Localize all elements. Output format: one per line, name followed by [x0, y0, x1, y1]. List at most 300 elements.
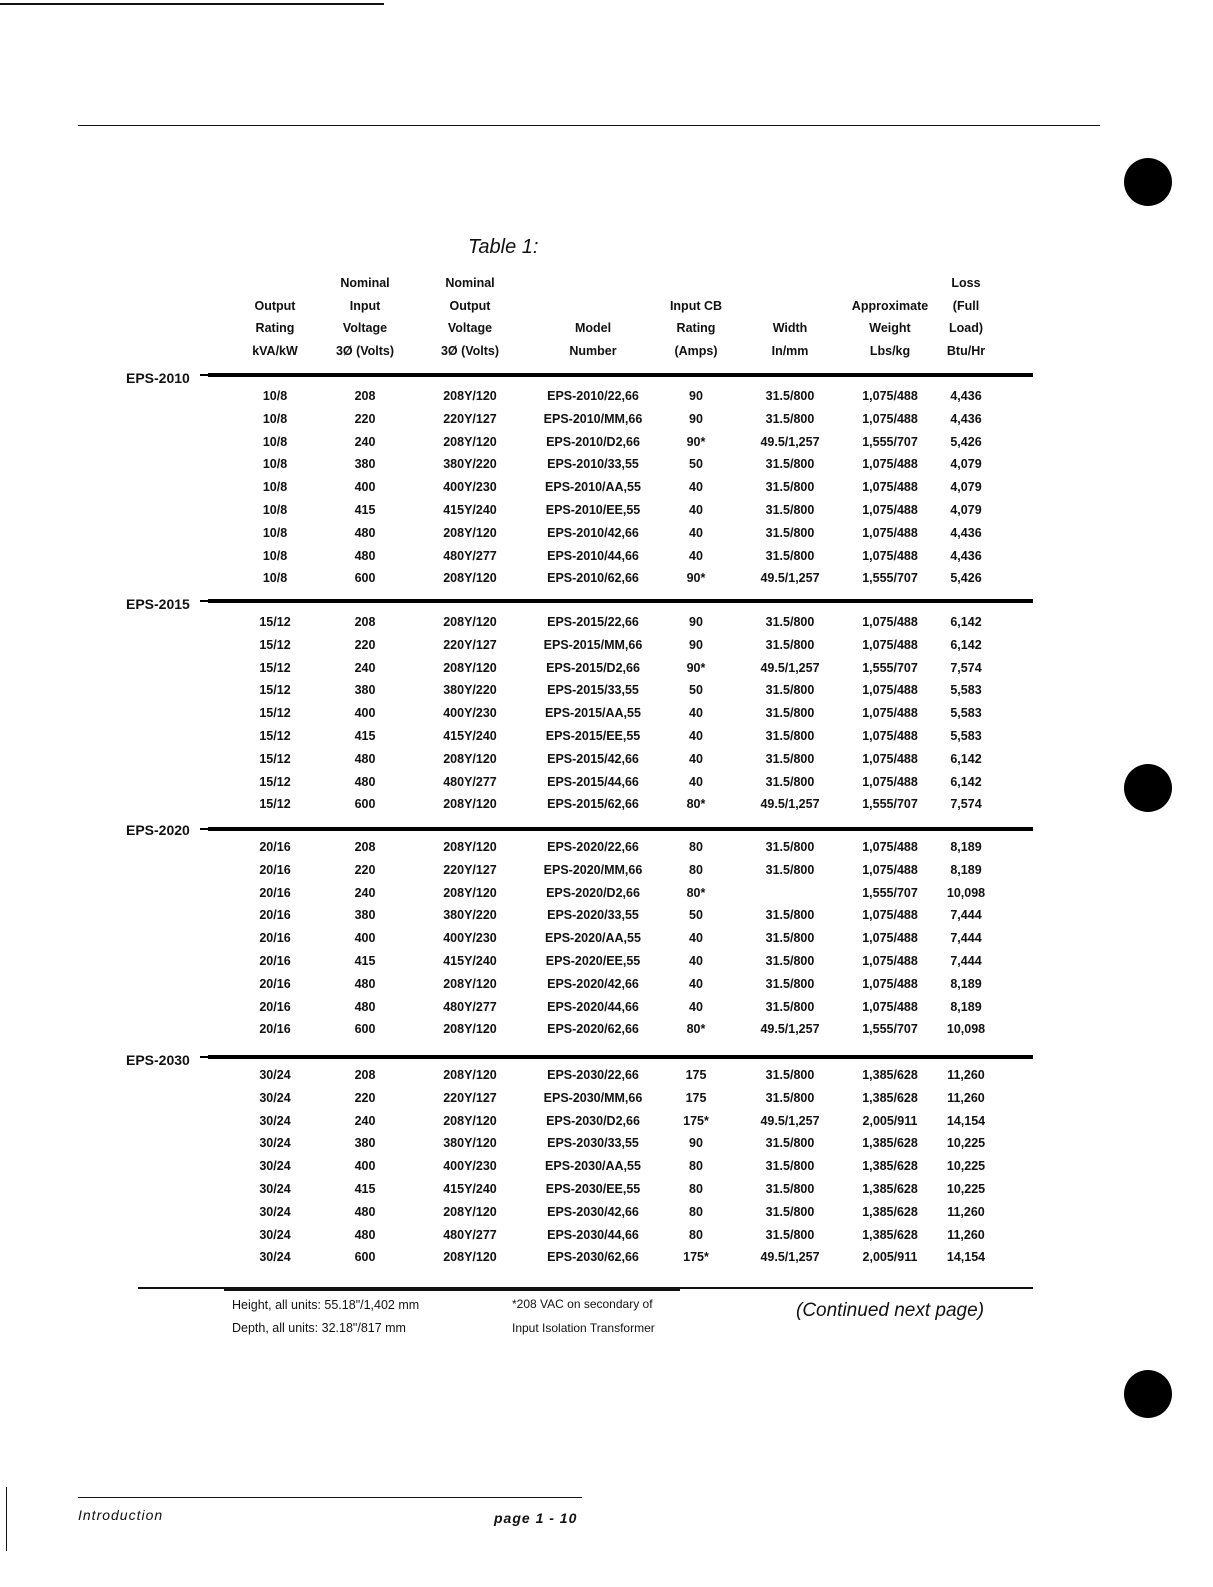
- table-cell: 1,075/488: [862, 637, 918, 652]
- table-cell: 208Y/120: [443, 751, 497, 766]
- table-cell: 6,142: [950, 615, 982, 629]
- table-cell: 10/8: [262, 548, 288, 563]
- table-cell: 1,555/707: [862, 1022, 918, 1037]
- table-cell: 208Y/120: [443, 1204, 497, 1219]
- table-cell: 15/12: [259, 660, 291, 675]
- table-cell: 80: [689, 840, 703, 854]
- table-cell: 480: [354, 999, 376, 1014]
- column-header-line: Input: [349, 298, 381, 313]
- table-row: [0, 904, 1213, 927]
- table-cell: 80: [689, 1204, 703, 1219]
- table-cell: 1,075/488: [862, 999, 918, 1014]
- table-cell: 400Y/230: [443, 1159, 497, 1174]
- table-cell: 31.5/800: [765, 683, 815, 698]
- column-header-line: Load): [948, 321, 984, 335]
- column-header-line: Output: [449, 298, 491, 313]
- table-cell: 49.5/1,257: [760, 660, 820, 675]
- table-cell: EPS-2010/42,66: [547, 525, 639, 540]
- table-cell: 15/12: [259, 706, 291, 721]
- table-cell: 4,436: [950, 411, 982, 426]
- table-cell: 480: [354, 976, 376, 991]
- table-cell: 600: [354, 797, 376, 812]
- table-cell: 415Y/240: [443, 953, 497, 968]
- table-cell: 50: [689, 457, 703, 472]
- table-cell: EPS-2010/62,66: [547, 571, 639, 586]
- table-cell: 10,225: [946, 1181, 986, 1196]
- table-cell: 1,075/488: [862, 931, 918, 946]
- table-cell: 31.5/800: [765, 999, 815, 1014]
- table-cell: 7,444: [950, 953, 982, 968]
- table-cell: 175: [685, 1068, 707, 1082]
- table-cell: 50: [689, 908, 703, 923]
- table-cell: 1,075/488: [862, 683, 918, 698]
- table-cell: 220: [354, 862, 376, 877]
- table-cell: 4,436: [950, 525, 982, 540]
- left-edge-mark: [6, 1487, 7, 1551]
- table-cell: 40: [689, 706, 703, 721]
- table-cell: 31.5/800: [765, 862, 815, 877]
- table-cell: 480Y/277: [443, 1227, 497, 1242]
- column-header-line: Number: [569, 343, 617, 358]
- table-cell: 1,075/488: [862, 908, 918, 923]
- column-header: [740, 317, 840, 362]
- table-cell: 40: [689, 502, 703, 517]
- table-cell: EPS-2020/MM,66: [543, 862, 643, 877]
- table-cell: 480: [354, 1227, 376, 1242]
- table-cell: 400Y/230: [443, 706, 497, 721]
- table-cell: 80*: [686, 797, 706, 812]
- table-cell: 10,225: [946, 1136, 986, 1151]
- group-divider: [208, 373, 1033, 377]
- table-cell: EPS-2010/33,55: [547, 457, 639, 472]
- table-cell: 415: [354, 502, 376, 517]
- table-cell: 208Y/120: [443, 1113, 497, 1128]
- table-cell: 1,075/488: [862, 411, 918, 426]
- table-cell: 1,385/628: [862, 1181, 918, 1196]
- column-header-line: Nominal: [340, 276, 390, 290]
- table-cell: 31.5/800: [765, 548, 815, 563]
- table-cell: 1,555/707: [862, 885, 918, 900]
- table-cell: 1,385/628: [862, 1090, 918, 1105]
- table-cell: 31.5/800: [765, 637, 815, 652]
- binder-hole-top: [1124, 158, 1172, 206]
- table-cell: 31.5/800: [765, 1204, 815, 1219]
- table-cell: EPS-2010/EE,55: [545, 502, 641, 517]
- table-cell: 220Y/127: [443, 862, 497, 877]
- table-cell: 5,583: [950, 728, 982, 743]
- table-cell: 208Y/120: [443, 1068, 497, 1082]
- table-cell: 10/8: [262, 502, 288, 517]
- table-cell: 10/8: [262, 571, 288, 586]
- table-cell: 1,385/628: [862, 1159, 918, 1174]
- table-cell: 380: [354, 457, 376, 472]
- table-cell: 5,426: [950, 571, 982, 586]
- table-cell: 31.5/800: [765, 908, 815, 923]
- table-cell: 1,385/628: [862, 1204, 918, 1219]
- table-row: [0, 996, 1213, 1019]
- table-cell: 31.5/800: [765, 953, 815, 968]
- table-cell: 1,555/707: [862, 797, 918, 812]
- table-cell: 380: [354, 1136, 376, 1151]
- table-cell: 1,075/488: [862, 480, 918, 495]
- table-cell: 31.5/800: [765, 774, 815, 789]
- table-cell: 10/8: [262, 411, 288, 426]
- table-cell: 20/16: [259, 840, 291, 854]
- table-row: [0, 771, 1213, 794]
- table-cell: EPS-2030/EE,55: [545, 1181, 641, 1196]
- binder-hole-bottom: [1124, 1370, 1172, 1418]
- table-cell: 10/8: [262, 434, 288, 449]
- table-cell: 20/16: [259, 885, 291, 900]
- table-cell: 40: [689, 774, 703, 789]
- table-cell: 208: [354, 615, 376, 629]
- column-header-line: (Amps): [674, 343, 718, 358]
- table-row: [0, 1110, 1213, 1133]
- table-cell: 600: [354, 1250, 376, 1265]
- table-cell: 220: [354, 637, 376, 652]
- table-cell: EPS-2015/22,66: [547, 615, 639, 629]
- table-cell: EPS-2015/42,66: [547, 751, 639, 766]
- table-cell: 208: [354, 389, 376, 403]
- group-divider: [208, 827, 1033, 831]
- table-cell: 30/24: [259, 1113, 291, 1128]
- table-cell: 415Y/240: [443, 728, 497, 743]
- table-cell: 30/24: [259, 1068, 291, 1082]
- table-cell: EPS-2020/EE,55: [545, 953, 641, 968]
- table-cell: 20/16: [259, 1022, 291, 1037]
- table-cell: 20/16: [259, 862, 291, 877]
- table-cell: 175*: [683, 1113, 709, 1128]
- footnote-height: Height, all units: 55.18"/1,402 mm: [232, 1298, 420, 1312]
- table-cell: 31.5/800: [765, 389, 815, 403]
- table-cell: EPS-2030/62,66: [547, 1250, 639, 1265]
- table-row: [0, 1132, 1213, 1155]
- table-cell: 10,225: [946, 1159, 986, 1174]
- column-header-line: Rating: [255, 321, 295, 335]
- table-cell: EPS-2030/D2,66: [546, 1113, 640, 1128]
- table-cell: 4,079: [950, 457, 982, 472]
- table-row: [0, 950, 1213, 973]
- table-cell: 1,385/628: [862, 1068, 918, 1082]
- table-cell: 2,005/911: [862, 1113, 918, 1128]
- column-header-line: kVA/kW: [252, 343, 298, 358]
- table-cell: 31.5/800: [765, 1136, 815, 1151]
- table-cell: 208Y/120: [443, 434, 497, 449]
- table-row: [0, 476, 1213, 499]
- table-cell: 400: [354, 480, 376, 495]
- table-title: Table 1:: [468, 236, 539, 258]
- table-cell: 415: [354, 1181, 376, 1196]
- table-cell: 15/12: [259, 728, 291, 743]
- table-cell: 80*: [686, 885, 706, 900]
- top-left-rule: [0, 3, 384, 5]
- table-row: [0, 725, 1213, 748]
- column-header-line: Lbs/kg: [869, 343, 911, 358]
- table-cell: EPS-2010/D2,66: [546, 434, 640, 449]
- table-cell: 208Y/120: [443, 885, 497, 900]
- table-cell: EPS-2020/33,55: [547, 908, 639, 923]
- table-cell: 8,189: [950, 999, 982, 1014]
- table-cell: 40: [689, 548, 703, 563]
- table-cell: 90*: [686, 571, 706, 586]
- table-cell: 31.5/800: [765, 931, 815, 946]
- table-cell: 90*: [686, 434, 706, 449]
- column-header-line: Width: [772, 321, 808, 335]
- footer-rule: [78, 1497, 582, 1498]
- table-cell: 208Y/120: [443, 389, 497, 403]
- table-row: [0, 1155, 1213, 1178]
- table-cell: 5,583: [950, 706, 982, 721]
- table-cell: 175: [685, 1090, 707, 1105]
- table-cell: 31.5/800: [765, 728, 815, 743]
- column-header: [938, 272, 994, 362]
- table-cell: 208Y/120: [443, 797, 497, 812]
- table-cell: 5,583: [950, 683, 982, 698]
- table-cell: 40: [689, 999, 703, 1014]
- column-header-line: In/mm: [771, 343, 809, 358]
- table-cell: 31.5/800: [765, 1068, 815, 1082]
- column-header-line: Btu/Hr: [946, 343, 986, 358]
- table-row: [0, 385, 1213, 408]
- footer-page-number: page 1 - 10: [494, 1510, 578, 1526]
- table-cell: 480: [354, 774, 376, 789]
- table-cell: 415Y/240: [443, 502, 497, 517]
- table-cell: 20/16: [259, 999, 291, 1014]
- table-cell: 220Y/127: [443, 637, 497, 652]
- table-cell: 400Y/230: [443, 931, 497, 946]
- table-cell: 15/12: [259, 683, 291, 698]
- table-cell: EPS-2010/22,66: [547, 389, 639, 403]
- table-cell: 11,260: [947, 1204, 985, 1219]
- table-cell: 15/12: [259, 751, 291, 766]
- table-cell: 1,075/488: [862, 840, 918, 854]
- group-rows: [0, 836, 1213, 1041]
- table-cell: 400: [354, 931, 376, 946]
- table-cell: 6,142: [950, 774, 982, 789]
- table-cell: 240: [354, 1113, 376, 1128]
- table-cell: EPS-2015/D2,66: [546, 660, 640, 675]
- table-cell: 208: [354, 840, 376, 854]
- table-cell: 400: [354, 1159, 376, 1174]
- table-cell: 1,075/488: [862, 728, 918, 743]
- table-cell: 1,075/488: [862, 548, 918, 563]
- table-cell: 380Y/120: [443, 1136, 497, 1151]
- column-header-line: Loss: [951, 276, 981, 290]
- table-cell: 8,189: [950, 976, 982, 991]
- footnote-note-line1: *208 VAC on secondary of: [512, 1297, 653, 1311]
- table-row: [0, 545, 1213, 568]
- table-cell: 80: [689, 1159, 703, 1174]
- group-label: EPS-2010: [126, 370, 190, 386]
- table-cell: 1,385/628: [862, 1227, 918, 1242]
- table-cell: EPS-2030/42,66: [547, 1204, 639, 1219]
- table-cell: 240: [354, 885, 376, 900]
- table-cell: 208Y/120: [443, 840, 497, 854]
- table-cell: 40: [689, 931, 703, 946]
- table-cell: EPS-2020/D2,66: [546, 885, 640, 900]
- table-row: [0, 973, 1213, 996]
- table-cell: 30/24: [259, 1136, 291, 1151]
- table-cell: 20/16: [259, 953, 291, 968]
- table-cell: EPS-2030/AA,55: [545, 1159, 641, 1174]
- table-cell: 1,075/488: [862, 774, 918, 789]
- table-cell: 415: [354, 728, 376, 743]
- table-cell: 10/8: [262, 525, 288, 540]
- table-cell: 80: [689, 862, 703, 877]
- table-row: [0, 1178, 1213, 1201]
- column-header-line: Voltage: [342, 321, 388, 335]
- column-header-line: Model: [574, 321, 612, 335]
- table-bottom-rule-thick: [224, 1288, 680, 1291]
- table-cell: 480Y/277: [443, 774, 497, 789]
- table-row: [0, 408, 1213, 431]
- table-cell: 480: [354, 525, 376, 540]
- table-cell: 30/24: [259, 1181, 291, 1196]
- table-cell: EPS-2030/33,55: [547, 1136, 639, 1151]
- group-rows: [0, 385, 1213, 590]
- table-cell: 31.5/800: [765, 706, 815, 721]
- table-cell: 31.5/800: [765, 1227, 815, 1242]
- table-cell: 415: [354, 953, 376, 968]
- table-cell: 11,260: [947, 1068, 985, 1082]
- table-cell: 20/16: [259, 931, 291, 946]
- table-cell: 40: [689, 480, 703, 495]
- table-cell: 80*: [686, 1022, 706, 1037]
- table-cell: 7,574: [950, 797, 982, 812]
- table-cell: 2,005/911: [862, 1250, 918, 1265]
- table-cell: 240: [354, 434, 376, 449]
- table-cell: EPS-2010/AA,55: [545, 480, 641, 495]
- table-cell: 208: [354, 1068, 376, 1082]
- table-cell: 31.5/800: [765, 1090, 815, 1105]
- table-cell: EPS-2020/62,66: [547, 1022, 639, 1037]
- table-row: [0, 634, 1213, 657]
- table-cell: EPS-2030/22,66: [547, 1068, 639, 1082]
- table-cell: 90: [689, 411, 703, 426]
- group-divider: [208, 1055, 1033, 1059]
- table-cell: 40: [689, 525, 703, 540]
- table-cell: 8,189: [950, 840, 982, 854]
- table-cell: 6,142: [950, 751, 982, 766]
- table-row: [0, 702, 1213, 725]
- table-cell: 49.5/1,257: [760, 434, 820, 449]
- table-cell: 30/24: [259, 1159, 291, 1174]
- table-row: [0, 453, 1213, 476]
- table-cell: 10/8: [262, 389, 288, 403]
- table-cell: EPS-2015/MM,66: [543, 637, 643, 652]
- table-cell: 480: [354, 548, 376, 563]
- table-row: [0, 657, 1213, 680]
- table-cell: 31.5/800: [765, 1181, 815, 1196]
- table-cell: 11,260: [947, 1090, 985, 1105]
- table-cell: 1,075/488: [862, 953, 918, 968]
- table-row: [0, 1064, 1213, 1087]
- table-cell: 1,555/707: [862, 434, 918, 449]
- table-cell: 400: [354, 706, 376, 721]
- table-cell: 31.5/800: [765, 502, 815, 517]
- table-cell: 4,079: [950, 480, 982, 495]
- table-cell: 6,142: [950, 637, 982, 652]
- table-cell: 220: [354, 411, 376, 426]
- table-cell: EPS-2020/AA,55: [545, 931, 641, 946]
- table-row: [0, 859, 1213, 882]
- table-cell: 31.5/800: [765, 751, 815, 766]
- table-cell: 208Y/120: [443, 525, 497, 540]
- table-row: [0, 567, 1213, 590]
- table-cell: 49.5/1,257: [760, 1113, 820, 1128]
- table-cell: EPS-2015/EE,55: [545, 728, 641, 743]
- table-row: [0, 793, 1213, 816]
- table-cell: 20/16: [259, 908, 291, 923]
- table-cell: 1,075/488: [862, 389, 918, 403]
- table-cell: 7,444: [950, 908, 982, 923]
- table-cell: 30/24: [259, 1227, 291, 1242]
- column-header-line: Input CB: [669, 298, 723, 313]
- table-cell: EPS-2020/42,66: [547, 976, 639, 991]
- table-cell: 30/24: [259, 1204, 291, 1219]
- table-cell: 14,154: [946, 1250, 986, 1265]
- column-header-line: Nominal: [445, 276, 495, 290]
- table-row: [0, 927, 1213, 950]
- table-cell: 380: [354, 908, 376, 923]
- table-row: [0, 748, 1213, 771]
- table-cell: 15/12: [259, 637, 291, 652]
- table-cell: 1,075/488: [862, 976, 918, 991]
- table-cell: 1,075/488: [862, 457, 918, 472]
- table-row: [0, 499, 1213, 522]
- table-cell: 5,426: [950, 434, 982, 449]
- table-cell: 49.5/1,257: [760, 1022, 820, 1037]
- table-cell: 1,075/488: [862, 615, 918, 629]
- table-cell: 1,075/488: [862, 751, 918, 766]
- table-cell: 8,189: [950, 862, 982, 877]
- table-cell: 90: [689, 1136, 703, 1151]
- header-rule: [78, 125, 1100, 126]
- column-header-line: Rating: [676, 321, 716, 335]
- footnote-depth: Depth, all units: 32.18"/817 mm: [232, 1321, 406, 1335]
- table-cell: 15/12: [259, 797, 291, 812]
- table-cell: 208Y/120: [443, 976, 497, 991]
- table-cell: 40: [689, 953, 703, 968]
- table-cell: 31.5/800: [765, 615, 815, 629]
- table-cell: 11,260: [947, 1227, 985, 1242]
- table-cell: 208Y/120: [443, 1022, 497, 1037]
- table-cell: 480Y/277: [443, 999, 497, 1014]
- table-row: [0, 1246, 1213, 1269]
- table-cell: 7,574: [950, 660, 982, 675]
- table-cell: 90: [689, 615, 703, 629]
- table-row: [0, 1224, 1213, 1247]
- table-cell: 31.5/800: [765, 457, 815, 472]
- table-cell: 220: [354, 1090, 376, 1105]
- table-cell: 10,098: [946, 1022, 986, 1037]
- table-row: [0, 431, 1213, 454]
- table-cell: 1,075/488: [862, 862, 918, 877]
- column-header: [528, 317, 658, 362]
- table-cell: 80: [689, 1181, 703, 1196]
- table-cell: 600: [354, 1022, 376, 1037]
- table-cell: 31.5/800: [765, 976, 815, 991]
- table-cell: 208Y/120: [443, 660, 497, 675]
- table-cell: 4,436: [950, 548, 982, 563]
- table-cell: 1,385/628: [862, 1136, 918, 1151]
- table-cell: EPS-2030/MM,66: [543, 1090, 643, 1105]
- table-cell: 208Y/120: [443, 615, 497, 629]
- column-header-line: Weight: [869, 321, 911, 335]
- table-row: [0, 1087, 1213, 1110]
- table-row: [0, 882, 1213, 905]
- table-cell: 400Y/230: [443, 480, 497, 495]
